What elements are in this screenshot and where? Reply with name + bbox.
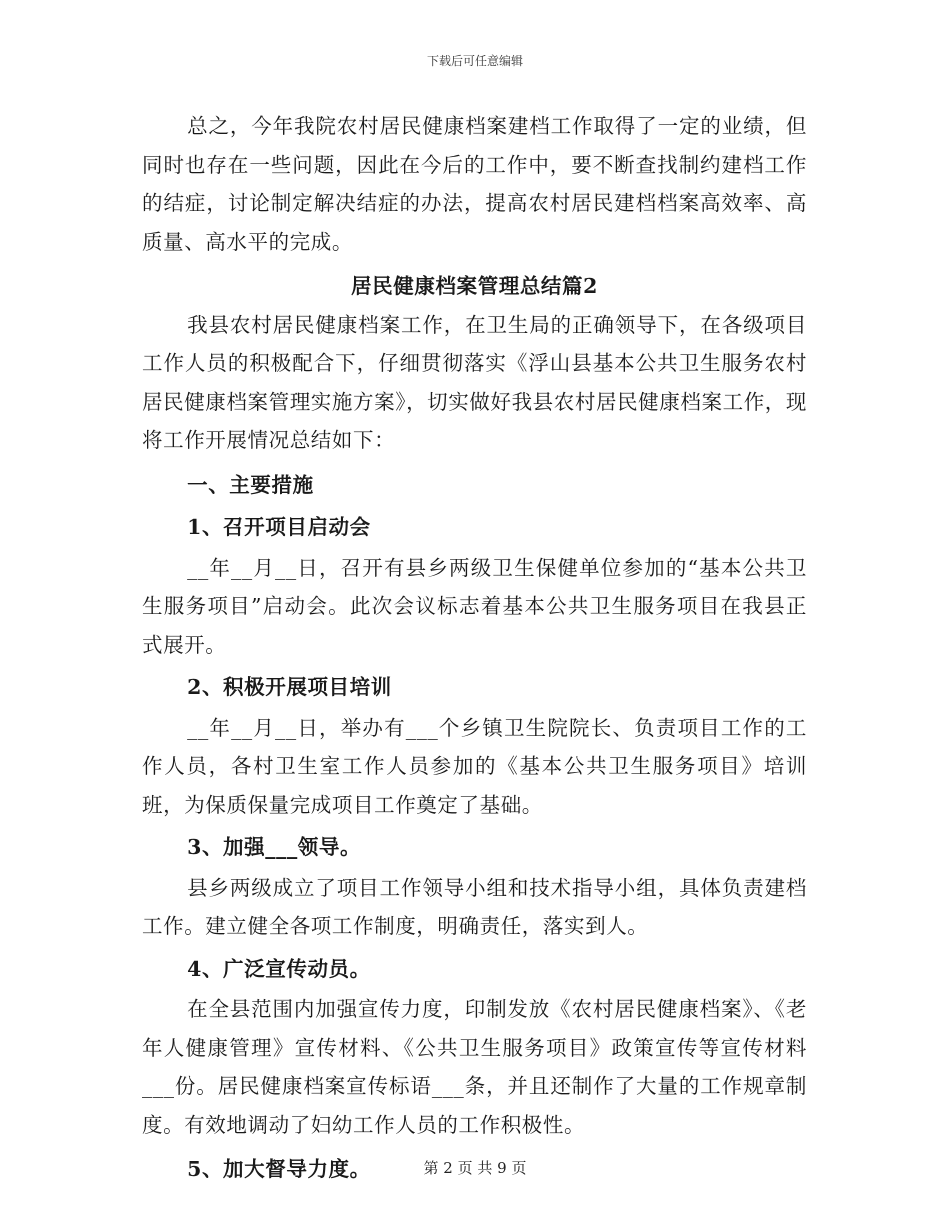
heading-supervision: 5、加大督导力度。	[187, 1157, 371, 1181]
paragraph-kickoff: __年__月__日，召开有县乡两级卫生保健单位参加的“基本公共卫生服务项目”启动会。此次会议标志着基本公共卫生服务项目在我县正式展开。	[142, 555, 807, 657]
heading-training: 2、积极开展项目培训	[187, 675, 392, 699]
page-footer: 第 2 页 共 9 页	[423, 1159, 527, 1177]
page-header: 下载后可任意编辑	[426, 54, 523, 68]
heading-kickoff-meeting: 1、召开项目启动会	[187, 515, 371, 539]
paragraph-training: __年__月__日，举办有___个乡镇卫生院院长、负责项目工作的工作人员，各村卫生室工作人员参加的《基本公共卫生服务项目》培训班，为保质保量完成项目工作奠定了基础。	[142, 715, 807, 817]
heading-main-measures: 一、主要措施	[187, 472, 314, 497]
document-body	[142, 107, 807, 1191]
paragraph-intro: 我县农村居民健康档案工作，在卫生局的正确领导下，在各级项目工作人员的积极配合下，仔细贯彻落实《浮山县基本公共卫生服务农村居民健康档案管理实施方案》，切实做好我县农村居民健康档案工作，现将工作开展情况总结如下：	[142, 312, 807, 452]
paragraph-publicity: 在全县范围内加强宣传力度，印制发放《农村居民健康档案》、《老年人健康管理》宣传材料、《公共卫生服务项目》政策宣传等宣传材料___份。居民健康档案宣传标语___条，并且还制作了大量的工作规章制度。有效地调动了妇幼工作人员的工作积极性。	[142, 997, 807, 1137]
paragraph-conclusion: 总之，今年我院农村居民健康档案建档工作取得了一定的业绩，但同时也存在一些问题，因此在今后的工作中，要不断查找制约建档工作的结症，讨论制定解决结症的办法，提高农村居民建档档案高效率、高质量、高水平的完成。	[142, 114, 807, 254]
paragraph-leadership: 县乡两级成立了项目工作领导小组和技术指导小组，具体负责建档工作。建立健全各项工作制度，明确责任，落实到人。	[142, 875, 807, 938]
heading-publicity: 4、广泛宣传动员。	[187, 956, 371, 981]
section-title: 居民健康档案管理总结篇2	[351, 274, 598, 298]
heading-leadership: 3、加强___领导。	[187, 835, 362, 859]
